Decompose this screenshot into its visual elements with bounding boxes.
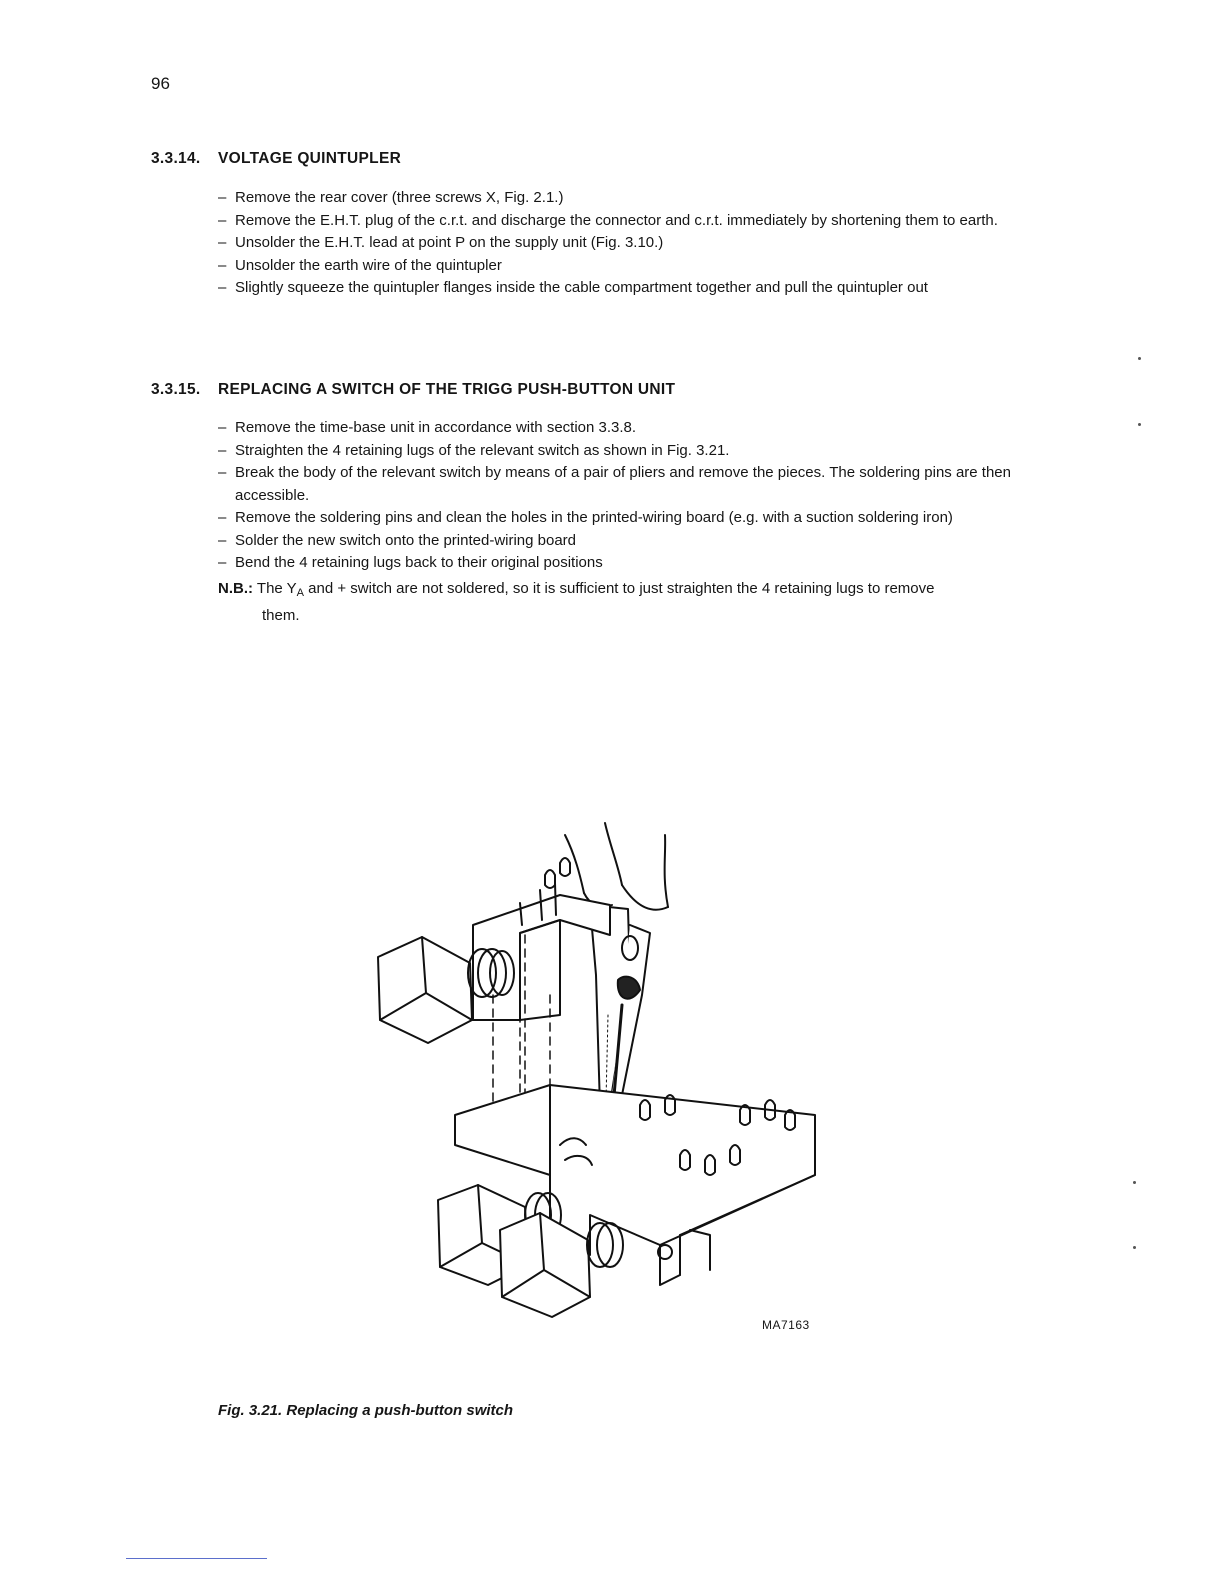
section-heading-voltage-quintupler xyxy=(151,150,401,168)
list-item: – Unsolder the E.H.T. lead at point P on the supply unit (Fig. 3.10.) xyxy=(218,234,664,251)
scan-speck xyxy=(1138,423,1141,426)
scan-speck xyxy=(1133,1181,1136,1184)
list-item: – Unsolder the earth wire of the quintupler xyxy=(218,256,502,274)
note-continuation: them. xyxy=(262,606,300,624)
scan-speck xyxy=(1133,1246,1136,1249)
section-heading-replacing-switch xyxy=(151,381,675,399)
list-item: – Bend the 4 retaining lugs back to their original positions xyxy=(218,554,603,571)
list-item: – Remove the time-base unit in accordance with section 3.3.8. xyxy=(218,419,637,436)
page-number: 96 xyxy=(151,74,170,93)
note-subscript: A xyxy=(296,587,304,599)
figure-caption: Fig. 3.21. Replacing a push-button switch xyxy=(218,1402,514,1419)
push-button-switch-illustration xyxy=(360,815,860,1355)
list-item: – Remove the E.H.T. plug of the c.r.t. and discharge the connector and c.r.t. immediately by shortening them to earth. xyxy=(218,211,998,229)
note-paragraph xyxy=(218,578,1068,627)
section-title: REPLACING A SWITCH OF THE TRIGG PUSH-BUTTON UNIT xyxy=(218,381,676,398)
note-text-after: and + switch are not soldered, so it is sufficient to just straighten the 4 retaining lugs to remove xyxy=(304,580,935,597)
list-item: – Slightly squeeze the quintupler flanges inside the cable compartment together and pull the quintupler out xyxy=(218,279,928,296)
note-label: N.B.: xyxy=(218,580,253,597)
section-number: 3.3.15. xyxy=(151,381,201,398)
figure-code: MA7163 xyxy=(762,1318,810,1332)
quintupler-steps-list xyxy=(218,187,1068,300)
section-number: 3.3.14. xyxy=(151,150,201,167)
footer-rule xyxy=(126,1558,267,1559)
note-text-before: The Y xyxy=(256,580,297,597)
scan-speck xyxy=(1138,357,1141,360)
list-item: – Straighten the 4 retaining lugs of the relevant switch as shown in Fig. 3.21. xyxy=(218,441,730,459)
list-item: – Solder the new switch onto the printed-wiring board xyxy=(218,531,577,549)
list-item: – Remove the rear cover (three screws X, Fig. 2.1.) xyxy=(218,189,564,206)
switch-steps-list xyxy=(218,417,1068,575)
list-item: – Break the body of the relevant switch by means of a pair of pliers and remove the pieces. The soldering pins are then accessible. xyxy=(218,464,1011,504)
list-item: – Remove the soldering pins and clean the holes in the printed-wiring board (e.g. with a suction soldering iron) xyxy=(218,509,953,526)
section-title: VOLTAGE QUINTUPLER xyxy=(218,150,402,167)
